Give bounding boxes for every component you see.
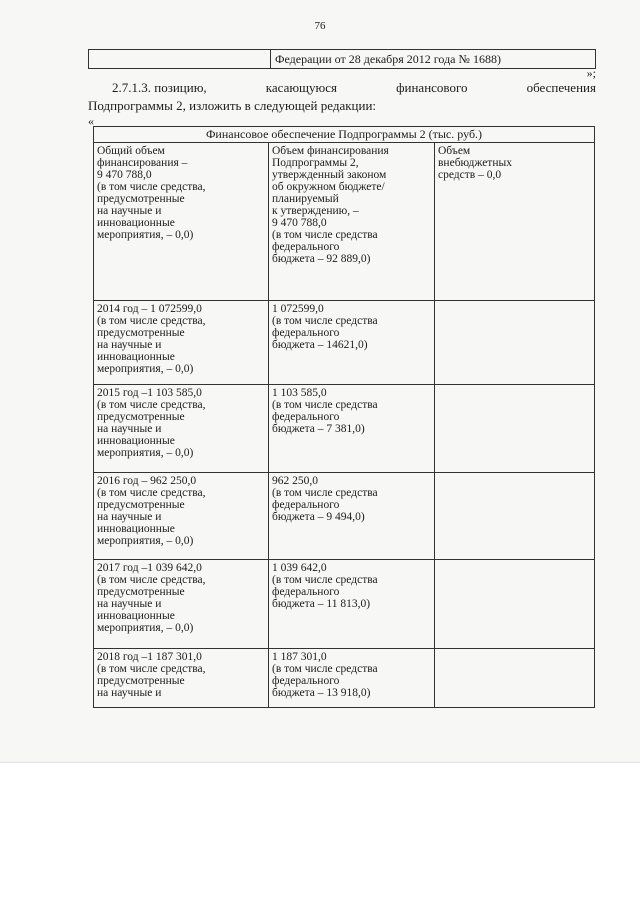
budget-financing-cell: 962 250,0 (в том числе средства федерального бюджета – 9 494,0)	[269, 473, 435, 559]
previous-table-empty-cell	[89, 50, 271, 68]
budget-financing-cell: 1 103 585,0 (в том числе средства федерального бюджета – 7 381,0)	[269, 385, 435, 472]
total-financing-cell: 2016 год – 962 250,0 (в том числе средства, предусмотренные на научные и инновационные мероприятия, – 0,0)	[94, 473, 269, 559]
table-row	[94, 649, 594, 707]
previous-table-text: Федерации от 28 декабря 2012 года № 1688)	[275, 52, 501, 66]
paragraph-word: 2.7.1.3. позицию,	[112, 80, 207, 95]
budget-financing-cell: 1 039 642,0 (в том числе средства федерального бюджета – 11 813,0)	[269, 560, 435, 648]
table-row	[94, 143, 594, 301]
budget-financing-cell: Объем финансирования Подпрограммы 2, утвержденный законом об окружном бюджете/ планируемый к утверждению, – 9 470 788,0 (в том числе средства федерального бюджета – 92 889,0)	[269, 143, 435, 300]
extrabudgetary-cell	[435, 473, 594, 559]
paragraph-word: обеспечения	[526, 80, 596, 95]
opening-quote: «	[88, 114, 94, 128]
total-financing-cell: 2017 год –1 039 642,0 (в том числе средства, предусмотренные на научные и инновационные мероприятия, – 0,0)	[94, 560, 269, 648]
total-financing-cell: 2018 год –1 187 301,0 (в том числе средства, предусмотренные на научные и	[94, 649, 269, 707]
paragraph-line-2: Подпрограммы 2, изложить в следующей редакции:	[88, 98, 377, 113]
table-row	[94, 473, 594, 560]
table-header: Финансовое обеспечение Подпрограммы 2 (тыс. руб.)	[94, 127, 594, 143]
budget-financing-cell: 1 187 301,0 (в том числе средства федерального бюджета – 13 918,0)	[269, 649, 435, 707]
financing-table	[93, 126, 595, 708]
extrabudgetary-cell	[435, 649, 594, 707]
extrabudgetary-cell	[435, 301, 594, 384]
total-financing-cell: 2014 год – 1 072599,0 (в том числе средства, предусмотренные на научные и инновационные мероприятия, – 0,0)	[94, 301, 269, 384]
table-row	[94, 560, 594, 649]
closing-quote: »;	[586, 66, 596, 80]
extrabudgetary-cell	[435, 385, 594, 472]
extrabudgetary-cell: Объем внебюджетных средств – 0,0	[438, 145, 512, 181]
paragraph-line-1	[88, 80, 596, 96]
total-financing-cell: Общий объем финансирования – 9 470 788,0 (в том числе средства, предусмотренные на научные и инновационные мероприятия, – 0,0)	[94, 143, 269, 300]
page-number: 76	[314, 20, 326, 32]
paragraph-word: касающуюся	[265, 80, 338, 95]
budget-financing-cell: 1 072599,0 (в том числе средства федерального бюджета – 14621,0)	[269, 301, 435, 384]
previous-table-fragment	[88, 49, 596, 69]
table-row	[94, 301, 594, 385]
paragraph-word: финансового	[396, 80, 468, 95]
extrabudgetary-cell	[435, 560, 594, 648]
total-financing-cell: 2015 год –1 103 585,0 (в том числе средства, предусмотренные на научные и инновационные мероприятия, – 0,0)	[94, 385, 269, 472]
table-row	[94, 385, 594, 473]
